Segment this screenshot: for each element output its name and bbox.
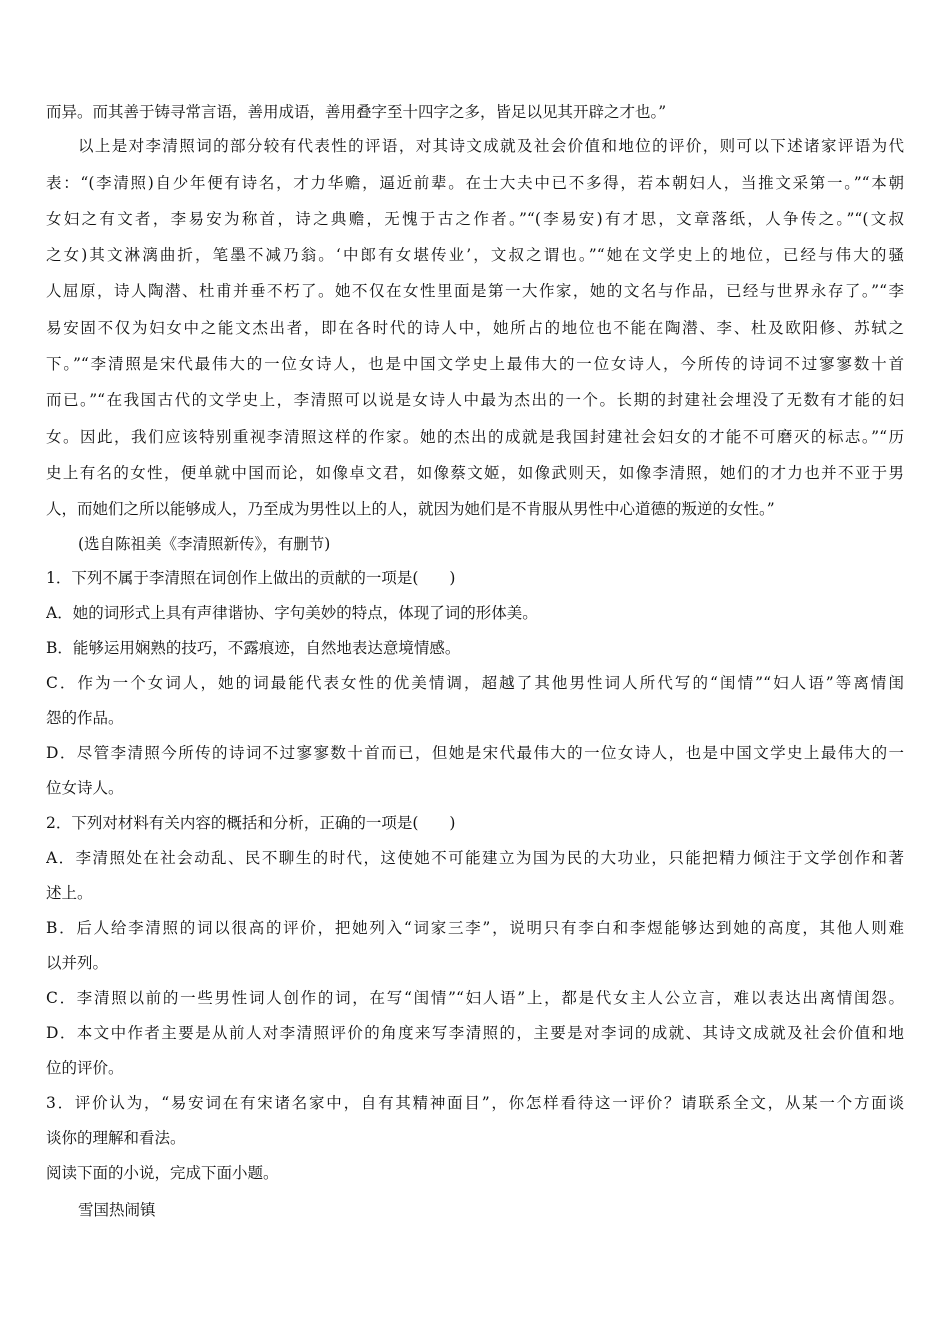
passage-line: 人屈原，诗人陶潜、杜甫并垂不朽了。她不仅在女性里面是第一大作家，她的文名与作品，已经与世界永存了。”“李	[46, 282, 904, 300]
question-3-stem: 3．评价认为，“易安词在有宋诸名家中，自有其精神面目”，你怎样看待这一评价？请联系全文，从某一个方面谈	[46, 1094, 904, 1112]
source-note: (选自陈祖美《李清照新传》，有删节)	[78, 535, 331, 553]
passage-line: 人，而她们之所以能够成人，乃至成为男性以上的人，就因为她们是不肯服从男性中心道德的叛逆的女性。”	[46, 500, 775, 518]
passage-line: 易安固不仅为妇女中之能文杰出者，即在各时代的诗人中，她所占的地位也不能在陶潜、李、杜及欧阳修、苏轼之	[46, 319, 904, 337]
question-2-stem: 2．下列对材料有关内容的概括和分析，正确的一项是( )	[46, 814, 456, 832]
passage-line: 而已。”“在我国古代的文学史上，李清照可以说是女诗人中最为杰出的一个。长期的封建社会埋没了无数有才能的妇	[46, 391, 904, 409]
passage-line: 之女)其文淋漓曲折，笔墨不减乃翁。‘中郎有女堪传业’，文叔之谓也。”“她在文学史上的地位，已经与伟大的骚	[46, 246, 904, 264]
passage-line: 女妇之有文者，李易安为称首，诗之典赡，无愧于古之作者。”“(李易安)有才思，文章落纸，人争传之。”“(文叔	[46, 210, 904, 228]
question-2-option-b-cont: 以并列。	[46, 954, 109, 972]
question-2-option-a: A．李清照处在社会动乱、民不聊生的时代，这使她不可能建立为国为民的大功业，只能把精力倾注于文学创作和著	[46, 849, 904, 867]
passage-line: 下。”“李清照是宋代最伟大的一位女诗人，也是中国文学史上最伟大的一位女诗人，今所传的诗词不过寥寥数十首	[46, 355, 904, 373]
passage-line: 而异。而其善于铸寻常言语，善用成语，善用叠字至十四字之多，皆足以见其开辟之才也。”	[46, 103, 667, 121]
question-2-option-d: D．本文中作者主要是从前人对李清照评价的角度来写李清照的，主要是对李词的成就、其诗文成就及社会价值和地	[46, 1024, 904, 1042]
question-1-option-d: D．尽管李清照今所传的诗词不过寥寥数十首而已，但她是宋代最伟大的一位女诗人，也是中国文学史上最伟大的一	[46, 744, 904, 762]
question-1-option-d-cont: 位女诗人。	[46, 779, 124, 797]
question-1-stem: 1．下列不属于李清照在词创作上做出的贡献的一项是( )	[46, 569, 456, 587]
passage-line: 表：“(李清照)自少年便有诗名，才力华赡，逼近前辈。在士大夫中已不多得，若本朝妇人，当推文采第一。”“本朝	[46, 174, 904, 192]
question-3-stem-cont: 谈你的理解和看法。	[46, 1129, 186, 1147]
passage-line: 史上有名的女性，便单就中国而论，如像卓文君，如像蔡文姬，如像武则天，如像李清照，她们的才力也并不亚于男	[46, 464, 904, 482]
question-2-option-c: C．李清照以前的一些男性词人创作的词，在写“闺情”“妇人语”上，都是代女主人公立言，难以表达出离情闺怨。	[46, 989, 904, 1007]
reading-instruction: 阅读下面的小说，完成下面小题。	[46, 1164, 279, 1182]
story-title: 雪国热闹镇	[78, 1201, 156, 1219]
question-2-option-a-cont: 述上。	[46, 884, 93, 902]
question-1-option-c: C．作为一个女词人，她的词最能代表女性的优美情调，超越了其他男性词人所代写的“闺情”“妇人语”等离情闺	[46, 674, 904, 692]
passage-line: 以上是对李清照词的部分较有代表性的评语，对其诗文成就及社会价值和地位的评价，则可以下述诸家评语为代	[78, 137, 904, 155]
question-2-option-b: B．后人给李清照的词以很高的评价，把她列入“词家三李”，说明只有李白和李煜能够达到她的高度，其他人则难	[46, 919, 904, 937]
question-1-option-a: A．她的词形式上具有声律谐协、字句美妙的特点，体现了词的形体美。	[46, 604, 538, 622]
question-2-option-d-cont: 位的评价。	[46, 1059, 124, 1077]
passage-line: 女。因此，我们应该特别重视李清照这样的作家。她的杰出的成就是我国封建社会妇女的才能不可磨灭的标志。”“历	[46, 428, 904, 446]
question-1-option-c-cont: 怨的作品。	[46, 709, 124, 727]
question-1-option-b: B．能够运用娴熟的技巧，不露痕迹，自然地表达意境情感。	[46, 639, 461, 657]
